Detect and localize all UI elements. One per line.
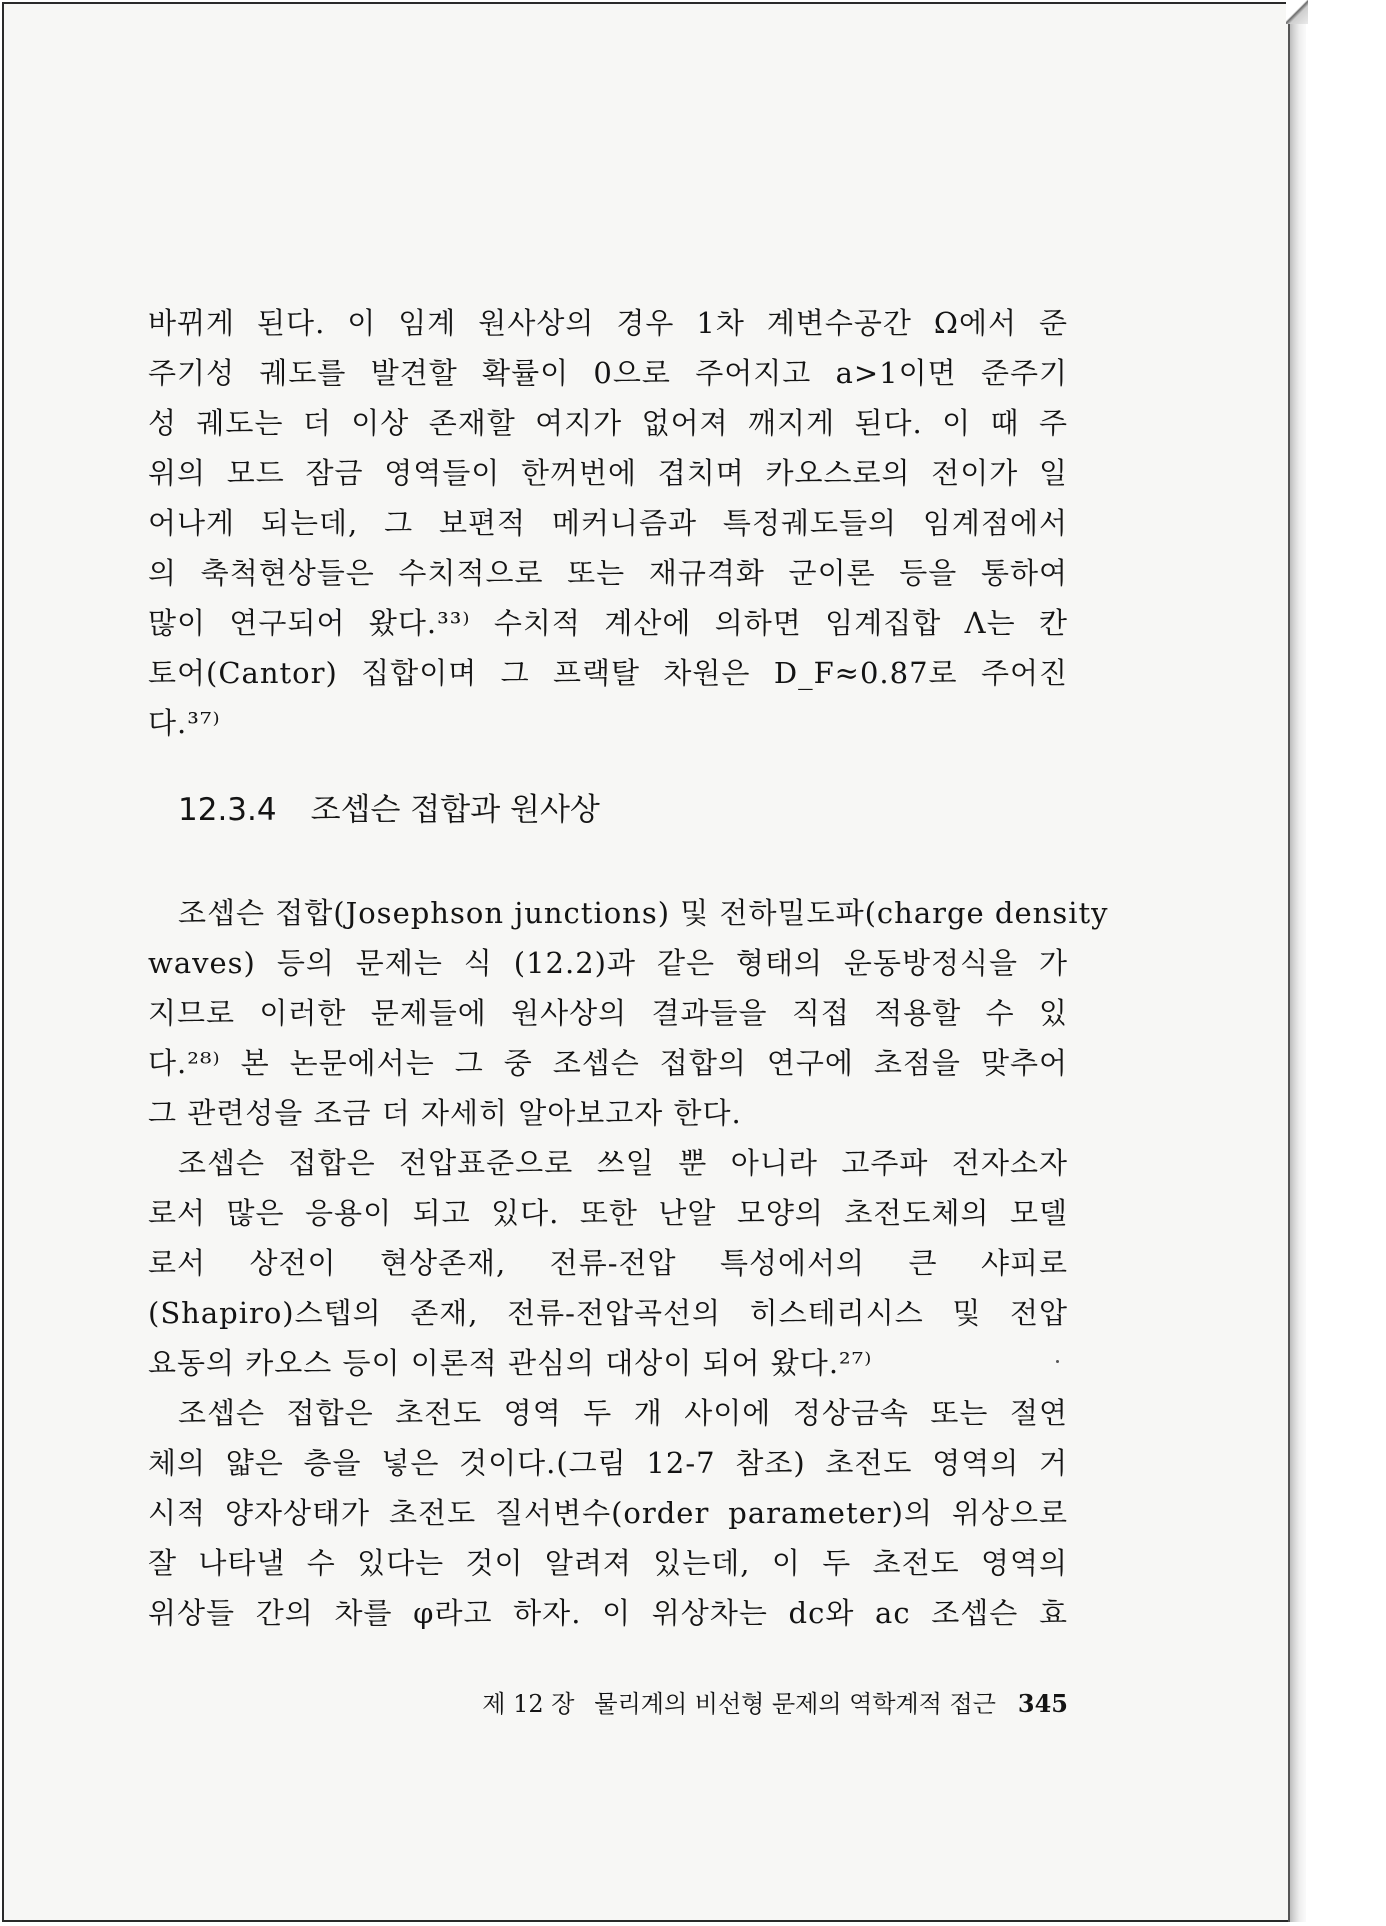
text-line: 잘 나타낼 수 있다는 것이 알려져 있는데, 이 두 초전도 영역의 (148, 1546, 1068, 1580)
paragraph-4 (148, 1388, 1068, 1638)
footer-title: 물리계의 비선형 문제의 역학계적 접근 (594, 1690, 996, 1718)
footer-chapter: 제 12 장 (482, 1690, 575, 1718)
text-line: 위상들 간의 차를 φ라고 하자. 이 위상차는 dc와 ac 조셉슨 효 (148, 1596, 1068, 1630)
section-number: 12.3.4 (178, 792, 277, 828)
running-footer (148, 1688, 1068, 1720)
text-line: 조셉슨 접합은 초전도 영역 두 개 사이에 정상금속 또는 절연 (178, 1396, 1068, 1430)
text-line: 위의 모드 잠금 영역들이 한꺼번에 겹치며 카오스로의 전이가 일 (148, 456, 1068, 490)
text-line: 로서 상전이 현상존재, 전류-전압 특성에서의 큰 샤피로 (148, 1246, 1068, 1280)
text-line: 지므로 이러한 문제들에 원사상의 결과들을 직접 적용할 수 있 (148, 996, 1068, 1030)
text-line: 다.²⁸⁾ 본 논문에서는 그 중 조셉슨 접합의 연구에 초점을 맞추어 (148, 1046, 1068, 1080)
paragraph-3 (148, 1138, 1068, 1388)
text-line: 로서 많은 응용이 되고 있다. 또한 난알 모양의 초전도체의 모델 (148, 1196, 1068, 1230)
page-corner-fold (1286, 0, 1308, 24)
text-line: 다.³⁷⁾ (148, 706, 221, 740)
text-line: 요동의 카오스 등이 이론적 관심의 대상이 되어 왔다.²⁷⁾ (148, 1346, 873, 1380)
section-heading (178, 790, 600, 830)
text-line: 의 축척현상들은 수치적으로 또는 재규격화 군이론 등을 통하여 (148, 556, 1068, 590)
text-line: 조셉슨 접합(Josephson junctions) 및 전하밀도파(charge density (178, 896, 1109, 930)
scan-speck (1056, 1360, 1059, 1363)
paragraph-2 (148, 888, 1109, 1138)
text-line: waves) 등의 문제는 식 (12.2)과 같은 형태의 운동방정식을 가 (148, 946, 1068, 980)
text-line: (Shapiro)스텝의 존재, 전류-전압곡선의 히스테리시스 및 전압 (148, 1296, 1068, 1330)
text-line: 조셉슨 접합은 전압표준으로 쓰일 뿐 아니라 고주파 전자소자 (178, 1146, 1068, 1180)
text-line: 성 궤도는 더 이상 존재할 여지가 없어져 깨지게 된다. 이 때 주 (148, 406, 1068, 440)
text-line: 시적 양자상태가 초전도 질서변수(order parameter)의 위상으로 (148, 1496, 1068, 1530)
text-line: 많이 연구되어 왔다.³³⁾ 수치적 계산에 의하면 임계집합 Λ는 칸 (148, 606, 1068, 640)
page-number: 345 (1017, 1689, 1068, 1718)
section-title: 조셉슨 접합과 원사상 (310, 792, 600, 828)
text-line: 어나게 되는데, 그 보편적 메커니즘과 특정궤도들의 임계점에서 (148, 506, 1068, 540)
text-line: 주기성 궤도를 발견할 확률이 0으로 주어지고 a>1이면 준주기 (148, 356, 1068, 390)
text-line: 체의 얇은 층을 넣은 것이다.(그림 12-7 참조) 초전도 영역의 거 (148, 1446, 1068, 1480)
text-line: 바뀌게 된다. 이 임계 원사상의 경우 1차 계변수공간 Ω에서 준 (148, 306, 1068, 340)
text-line: 토어(Cantor) 집합이며 그 프랙탈 차원은 D_F≈0.87로 주어진 (148, 656, 1068, 690)
text-line: 그 관련성을 조금 더 자세히 알아보고자 한다. (148, 1096, 742, 1130)
page-edge (1288, 2, 1306, 1922)
paragraph-1 (148, 298, 1068, 748)
